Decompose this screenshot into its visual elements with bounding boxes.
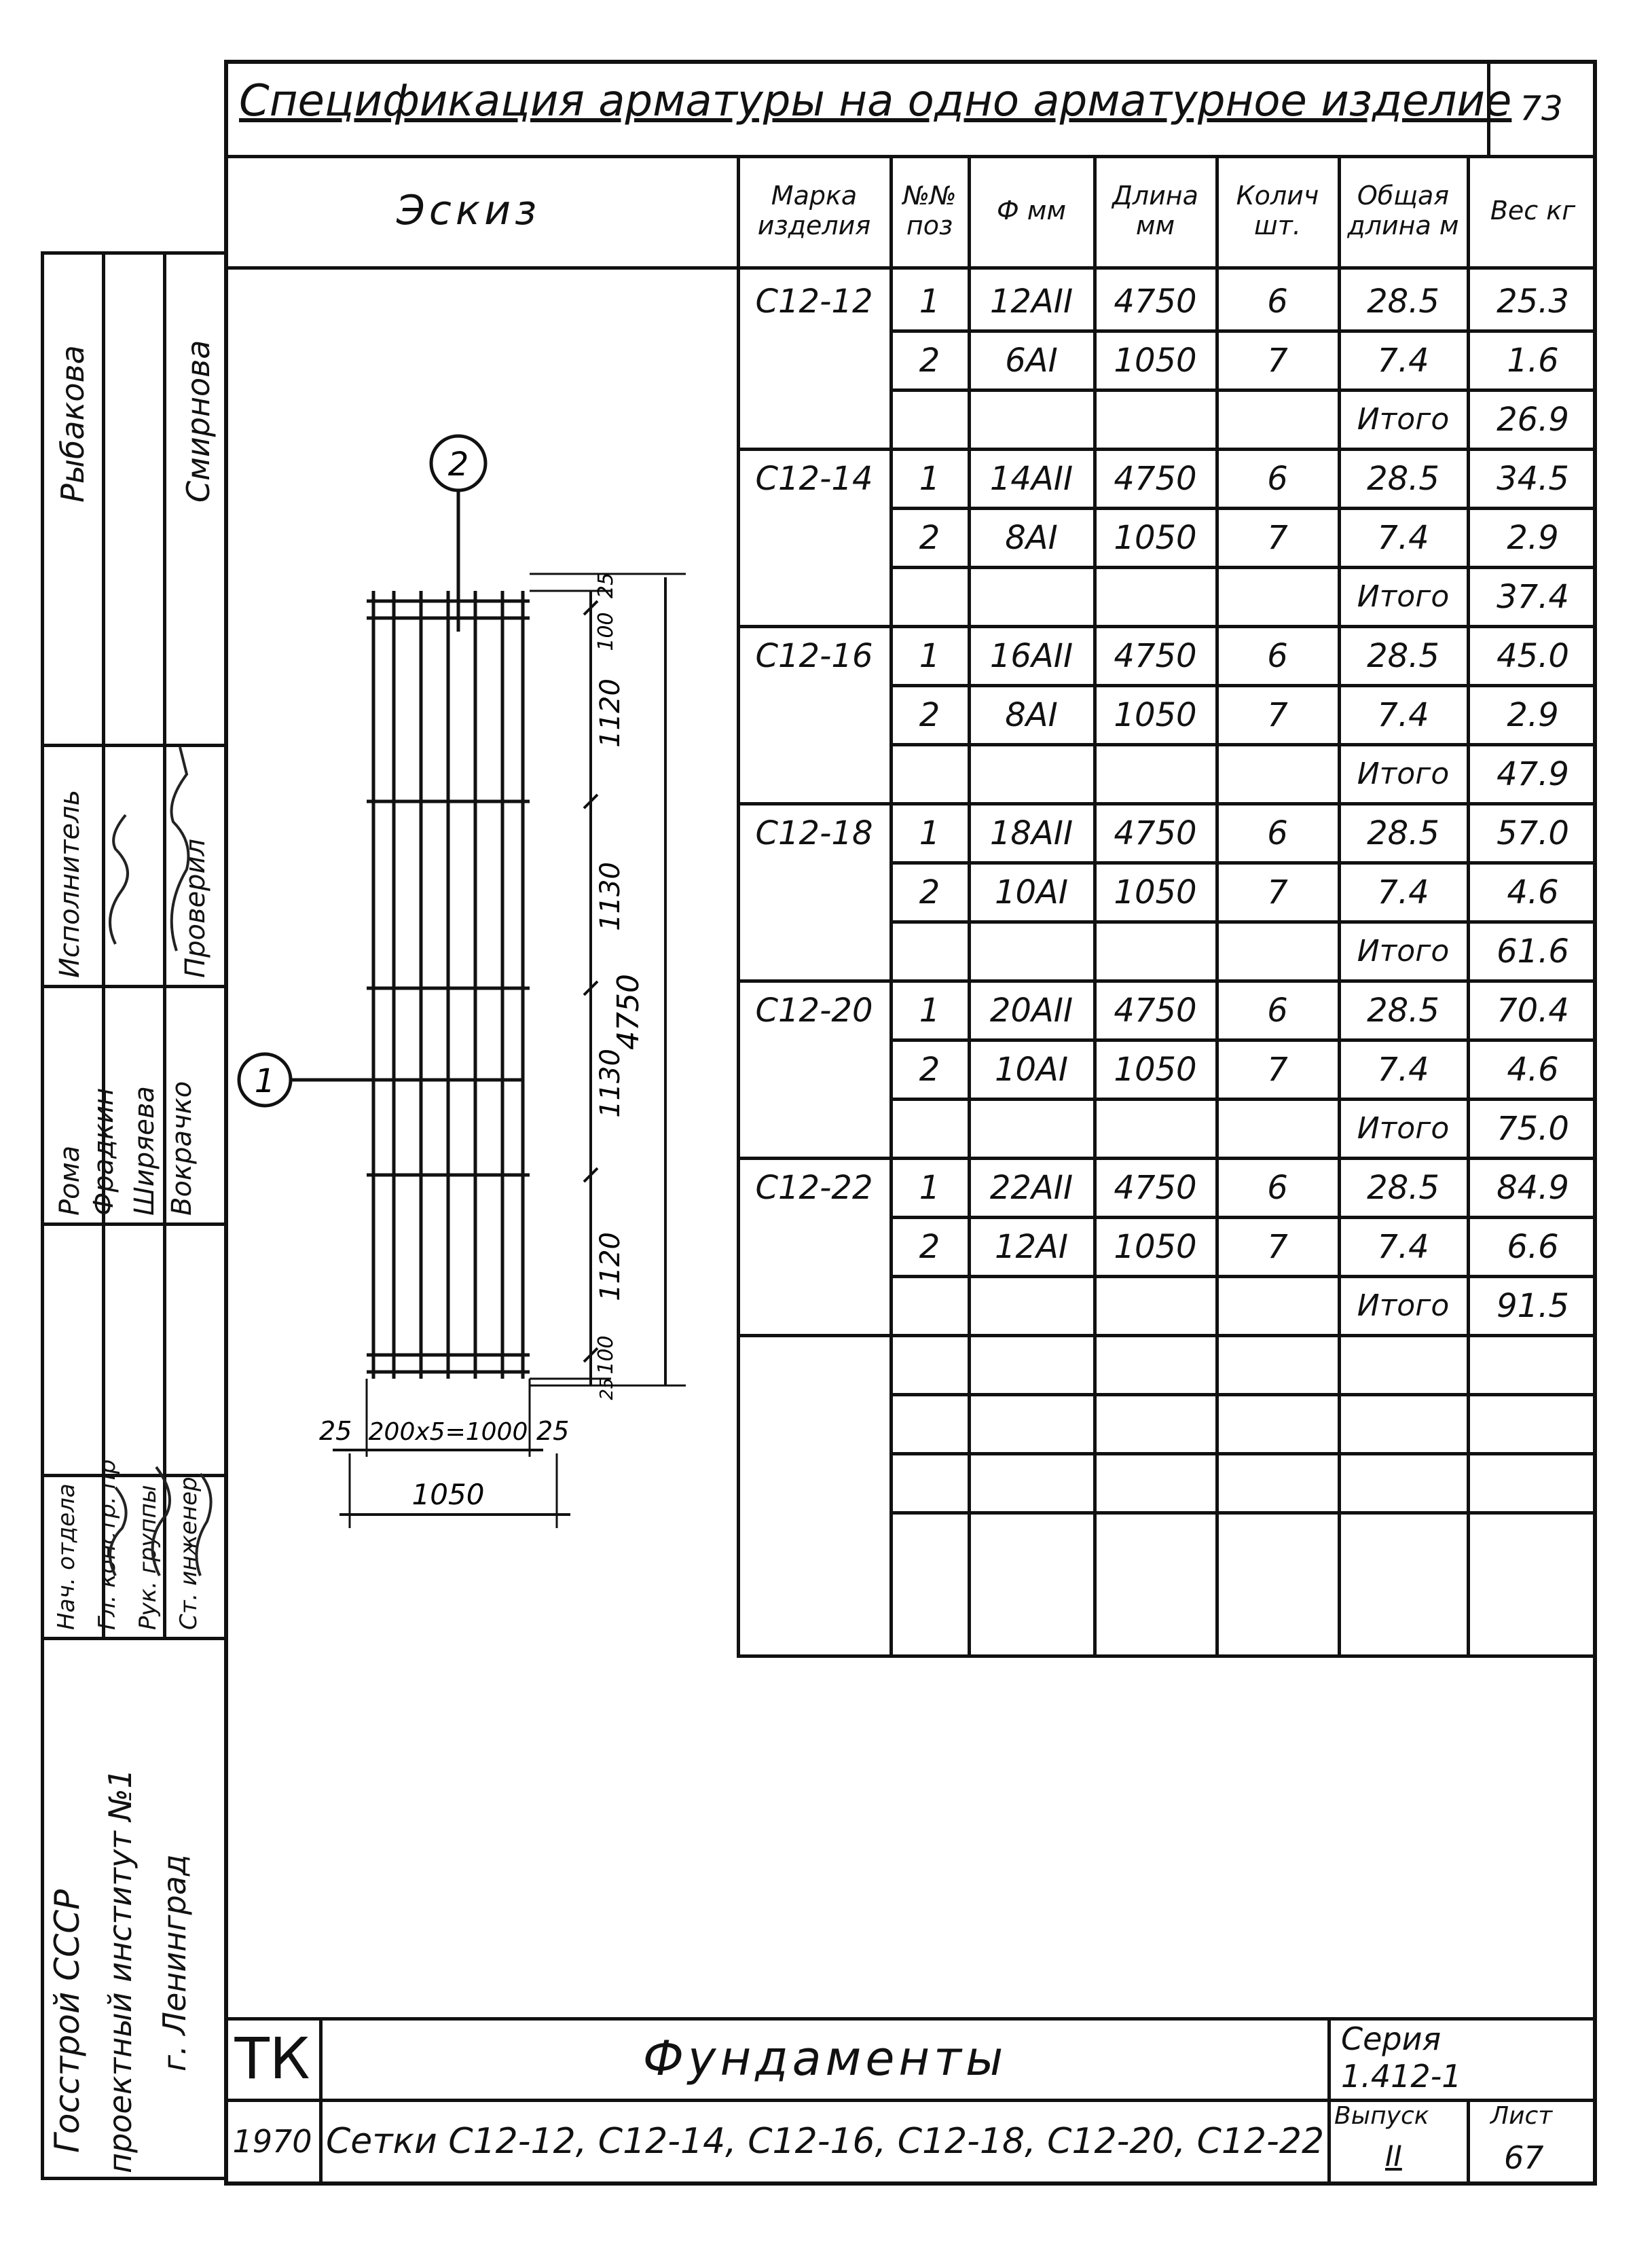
dim-total-height: 4750 (611, 974, 646, 1050)
role-label: Исполнитель (54, 789, 86, 978)
col-header-dia: Ф мм (996, 195, 1067, 225)
table-cell-len: 4750 (1114, 991, 1197, 1030)
table-cell-total: 28.5 (1367, 459, 1439, 498)
total-label: Итого (1357, 1288, 1450, 1323)
table-cell-dia: 10AI (994, 1050, 1069, 1089)
total-weight: 75.0 (1497, 1109, 1569, 1148)
table-cell-weight: 34.5 (1497, 459, 1569, 498)
dim-width: 1050 (411, 1478, 485, 1511)
table-cell-len: 4750 (1114, 636, 1197, 675)
total-label: Итого (1357, 934, 1450, 968)
role-label: Нач. отдела (53, 1483, 80, 1630)
dim-bottom-mid: 200x5=1000 (368, 1418, 528, 1446)
signer-name: Смирнова (180, 340, 217, 503)
table-cell-dia: 6AI (1005, 341, 1058, 380)
signer-name: Вокрачко (166, 1081, 198, 1216)
table-cell-total: 7.4 (1377, 873, 1429, 911)
callout-1-label: 1 (254, 1062, 276, 1100)
dim-segment-bottom: 25 (597, 1377, 617, 1400)
page-title: Спецификация арматуры на одно арматурное изделие (239, 76, 1512, 126)
table-cell-qty: 7 (1267, 341, 1288, 380)
organization-line: г. Ленинград (156, 1854, 193, 2071)
series-value: 1.412-1 (1341, 2058, 1462, 2095)
total-weight: 47.9 (1497, 755, 1569, 793)
product-mark: C12-12 (755, 282, 873, 321)
table-cell-dia: 14AII (989, 459, 1073, 498)
table-cell-pos: 2 (919, 695, 940, 734)
table-cell-qty: 6 (1267, 459, 1288, 498)
table-cell-total: 7.4 (1377, 1050, 1429, 1089)
table-cell-total: 7.4 (1377, 1227, 1429, 1266)
table-cell-pos: 2 (919, 873, 940, 911)
table-cell-pos: 2 (919, 341, 940, 380)
dim-segment: 1130 (595, 1049, 626, 1118)
signer-name: Рыбакова (54, 345, 91, 503)
table-cell-qty: 7 (1267, 1050, 1288, 1089)
table-cell-len: 1050 (1114, 873, 1197, 911)
table-cell-dia: 12AI (994, 1227, 1069, 1266)
table-cell-dia: 8AI (1005, 518, 1058, 557)
issue-value: II (1385, 2139, 1402, 2173)
table-cell-len: 1050 (1114, 518, 1197, 557)
table-cell-pos: 1 (919, 459, 940, 498)
header-underline (224, 266, 1597, 270)
col-header-qty: Колич шт. (1236, 180, 1319, 240)
total-weight: 91.5 (1497, 1286, 1569, 1325)
table-cell-weight: 84.9 (1497, 1168, 1569, 1207)
product-mark: C12-22 (755, 1168, 873, 1207)
empty-row-separator (889, 1452, 1597, 1455)
table-cell-len: 1050 (1114, 1227, 1197, 1266)
table-cell-total: 7.4 (1377, 518, 1429, 557)
table-cell-dia: 18AII (989, 814, 1073, 852)
total-label: Итого (1357, 757, 1450, 791)
table-cell-dia: 10AI (994, 873, 1069, 911)
table-cell-pos: 2 (919, 518, 940, 557)
table-cell-weight: 1.6 (1507, 341, 1559, 380)
table-cell-len: 1050 (1114, 695, 1197, 734)
reinforcement-mesh-sketch (231, 407, 733, 1562)
signer-name: Ширяева (129, 1086, 160, 1216)
table-cell-len: 4750 (1114, 282, 1197, 321)
table-cell-weight: 25.3 (1497, 282, 1569, 321)
table-col-mark (737, 155, 740, 1656)
table-cell-pos: 2 (919, 1050, 940, 1089)
col-header-weight: Вес кг (1490, 195, 1576, 225)
organization-line: Госстрой СССР (48, 1889, 87, 2153)
group-separator (737, 1334, 1597, 1337)
role-label: Гл. констр. пр (94, 1459, 121, 1630)
col-header-mark: Марка изделия (757, 180, 871, 240)
table-cell-qty: 7 (1267, 873, 1288, 911)
callout-2-label: 2 (447, 446, 469, 484)
table-cell-pos: 1 (919, 991, 940, 1030)
table-cell-weight: 70.4 (1497, 991, 1569, 1030)
table-cell-dia: 22AII (989, 1168, 1073, 1207)
total-weight: 26.9 (1497, 400, 1569, 439)
table-cell-len: 1050 (1114, 1050, 1197, 1089)
page-number-top: 73 (1520, 89, 1563, 128)
table-cell-qty: 7 (1267, 695, 1288, 734)
table-cell-weight: 4.6 (1507, 1050, 1559, 1089)
dim-segment-top: 25 (594, 572, 618, 599)
dim-bottom-left: 25 (319, 1416, 352, 1446)
table-cell-total: 28.5 (1367, 991, 1439, 1030)
table-cell-total: 28.5 (1367, 282, 1439, 321)
table-cell-weight: 45.0 (1497, 636, 1569, 675)
table-cell-qty: 7 (1267, 518, 1288, 557)
organization-line: проектный институт №1 (102, 1769, 139, 2173)
product-mark: C12-18 (755, 814, 873, 852)
empty-row-separator (889, 1393, 1597, 1396)
table-cell-weight: 2.9 (1507, 695, 1559, 734)
title-block-code: ТК (234, 2025, 310, 2092)
role-label: Проверил (180, 838, 211, 978)
table-cell-total: 7.4 (1377, 695, 1429, 734)
title-block-description: Сетки C12-12, C12-14, C12-16, C12-18, C12-20, C12-22 (325, 2120, 1325, 2162)
table-cell-qty: 6 (1267, 814, 1288, 852)
table-cell-qty: 6 (1267, 282, 1288, 321)
empty-row-separator (889, 1511, 1597, 1515)
col-header-pos: №№ поз (902, 180, 957, 240)
table-cell-dia: 20AII (989, 991, 1073, 1030)
dim-segment: 1120 (595, 678, 626, 748)
total-label: Итого (1357, 1111, 1450, 1146)
table-cell-dia: 16AII (989, 636, 1073, 675)
table-cell-len: 4750 (1114, 459, 1197, 498)
product-mark: C12-20 (755, 991, 873, 1030)
table-cell-total: 7.4 (1377, 341, 1429, 380)
table-cell-pos: 1 (919, 282, 940, 321)
total-weight: 61.6 (1497, 932, 1569, 971)
table-cell-pos: 2 (919, 1227, 940, 1266)
table-cell-pos: 1 (919, 636, 940, 675)
title-block-name: Фундаменты (642, 2031, 1008, 2086)
table-cell-len: 4750 (1114, 1168, 1197, 1207)
dim-segment: 100 (594, 612, 618, 651)
dim-segment: 100 (594, 1335, 618, 1375)
sheet-label: Лист (1490, 2102, 1553, 2130)
table-cell-dia: 8AI (1005, 695, 1058, 734)
table-cell-weight: 2.9 (1507, 518, 1559, 557)
role-label: Ст. инженер (175, 1477, 202, 1630)
product-mark: C12-14 (755, 459, 873, 498)
signer-name: Фрадкин (88, 1087, 120, 1216)
total-label: Итого (1357, 402, 1450, 437)
sheet-value: 67 (1504, 2139, 1544, 2176)
handwritten-signatures (41, 251, 228, 1637)
col-header-total: Общая длина м (1347, 180, 1459, 240)
table-cell-qty: 7 (1267, 1227, 1288, 1266)
dim-segment: 1130 (595, 862, 626, 931)
total-label: Итого (1357, 579, 1450, 614)
table-cell-dia: 12AII (989, 282, 1073, 321)
product-mark: C12-16 (755, 636, 873, 675)
table-cell-len: 4750 (1114, 814, 1197, 852)
table-cell-total: 28.5 (1367, 1168, 1439, 1207)
table-cell-total: 28.5 (1367, 814, 1439, 852)
title-block-year: 1970 (232, 2122, 312, 2160)
table-cell-weight: 57.0 (1497, 814, 1569, 852)
table-cell-qty: 6 (1267, 991, 1288, 1030)
issue-label: Выпуск (1334, 2102, 1429, 2130)
table-cell-weight: 4.6 (1507, 873, 1559, 911)
table-cell-qty: 6 (1267, 1168, 1288, 1207)
dim-segment: 1120 (595, 1232, 626, 1301)
total-weight: 37.4 (1497, 577, 1569, 616)
col-header-len: Длина мм (1112, 180, 1198, 240)
table-cell-total: 28.5 (1367, 636, 1439, 675)
series-label: Серия (1341, 2021, 1442, 2057)
table-cell-qty: 6 (1267, 636, 1288, 675)
role-label: Рук. группы (134, 1485, 162, 1630)
signer-name: Рома (54, 1145, 86, 1216)
table-cell-pos: 1 (919, 814, 940, 852)
sketch-label: Эскиз (396, 187, 541, 234)
table-cell-pos: 1 (919, 1168, 940, 1207)
table-cell-len: 1050 (1114, 341, 1197, 380)
table-bottom (737, 1654, 1597, 1658)
dim-bottom-right: 25 (536, 1416, 570, 1446)
table-cell-weight: 6.6 (1507, 1227, 1559, 1266)
